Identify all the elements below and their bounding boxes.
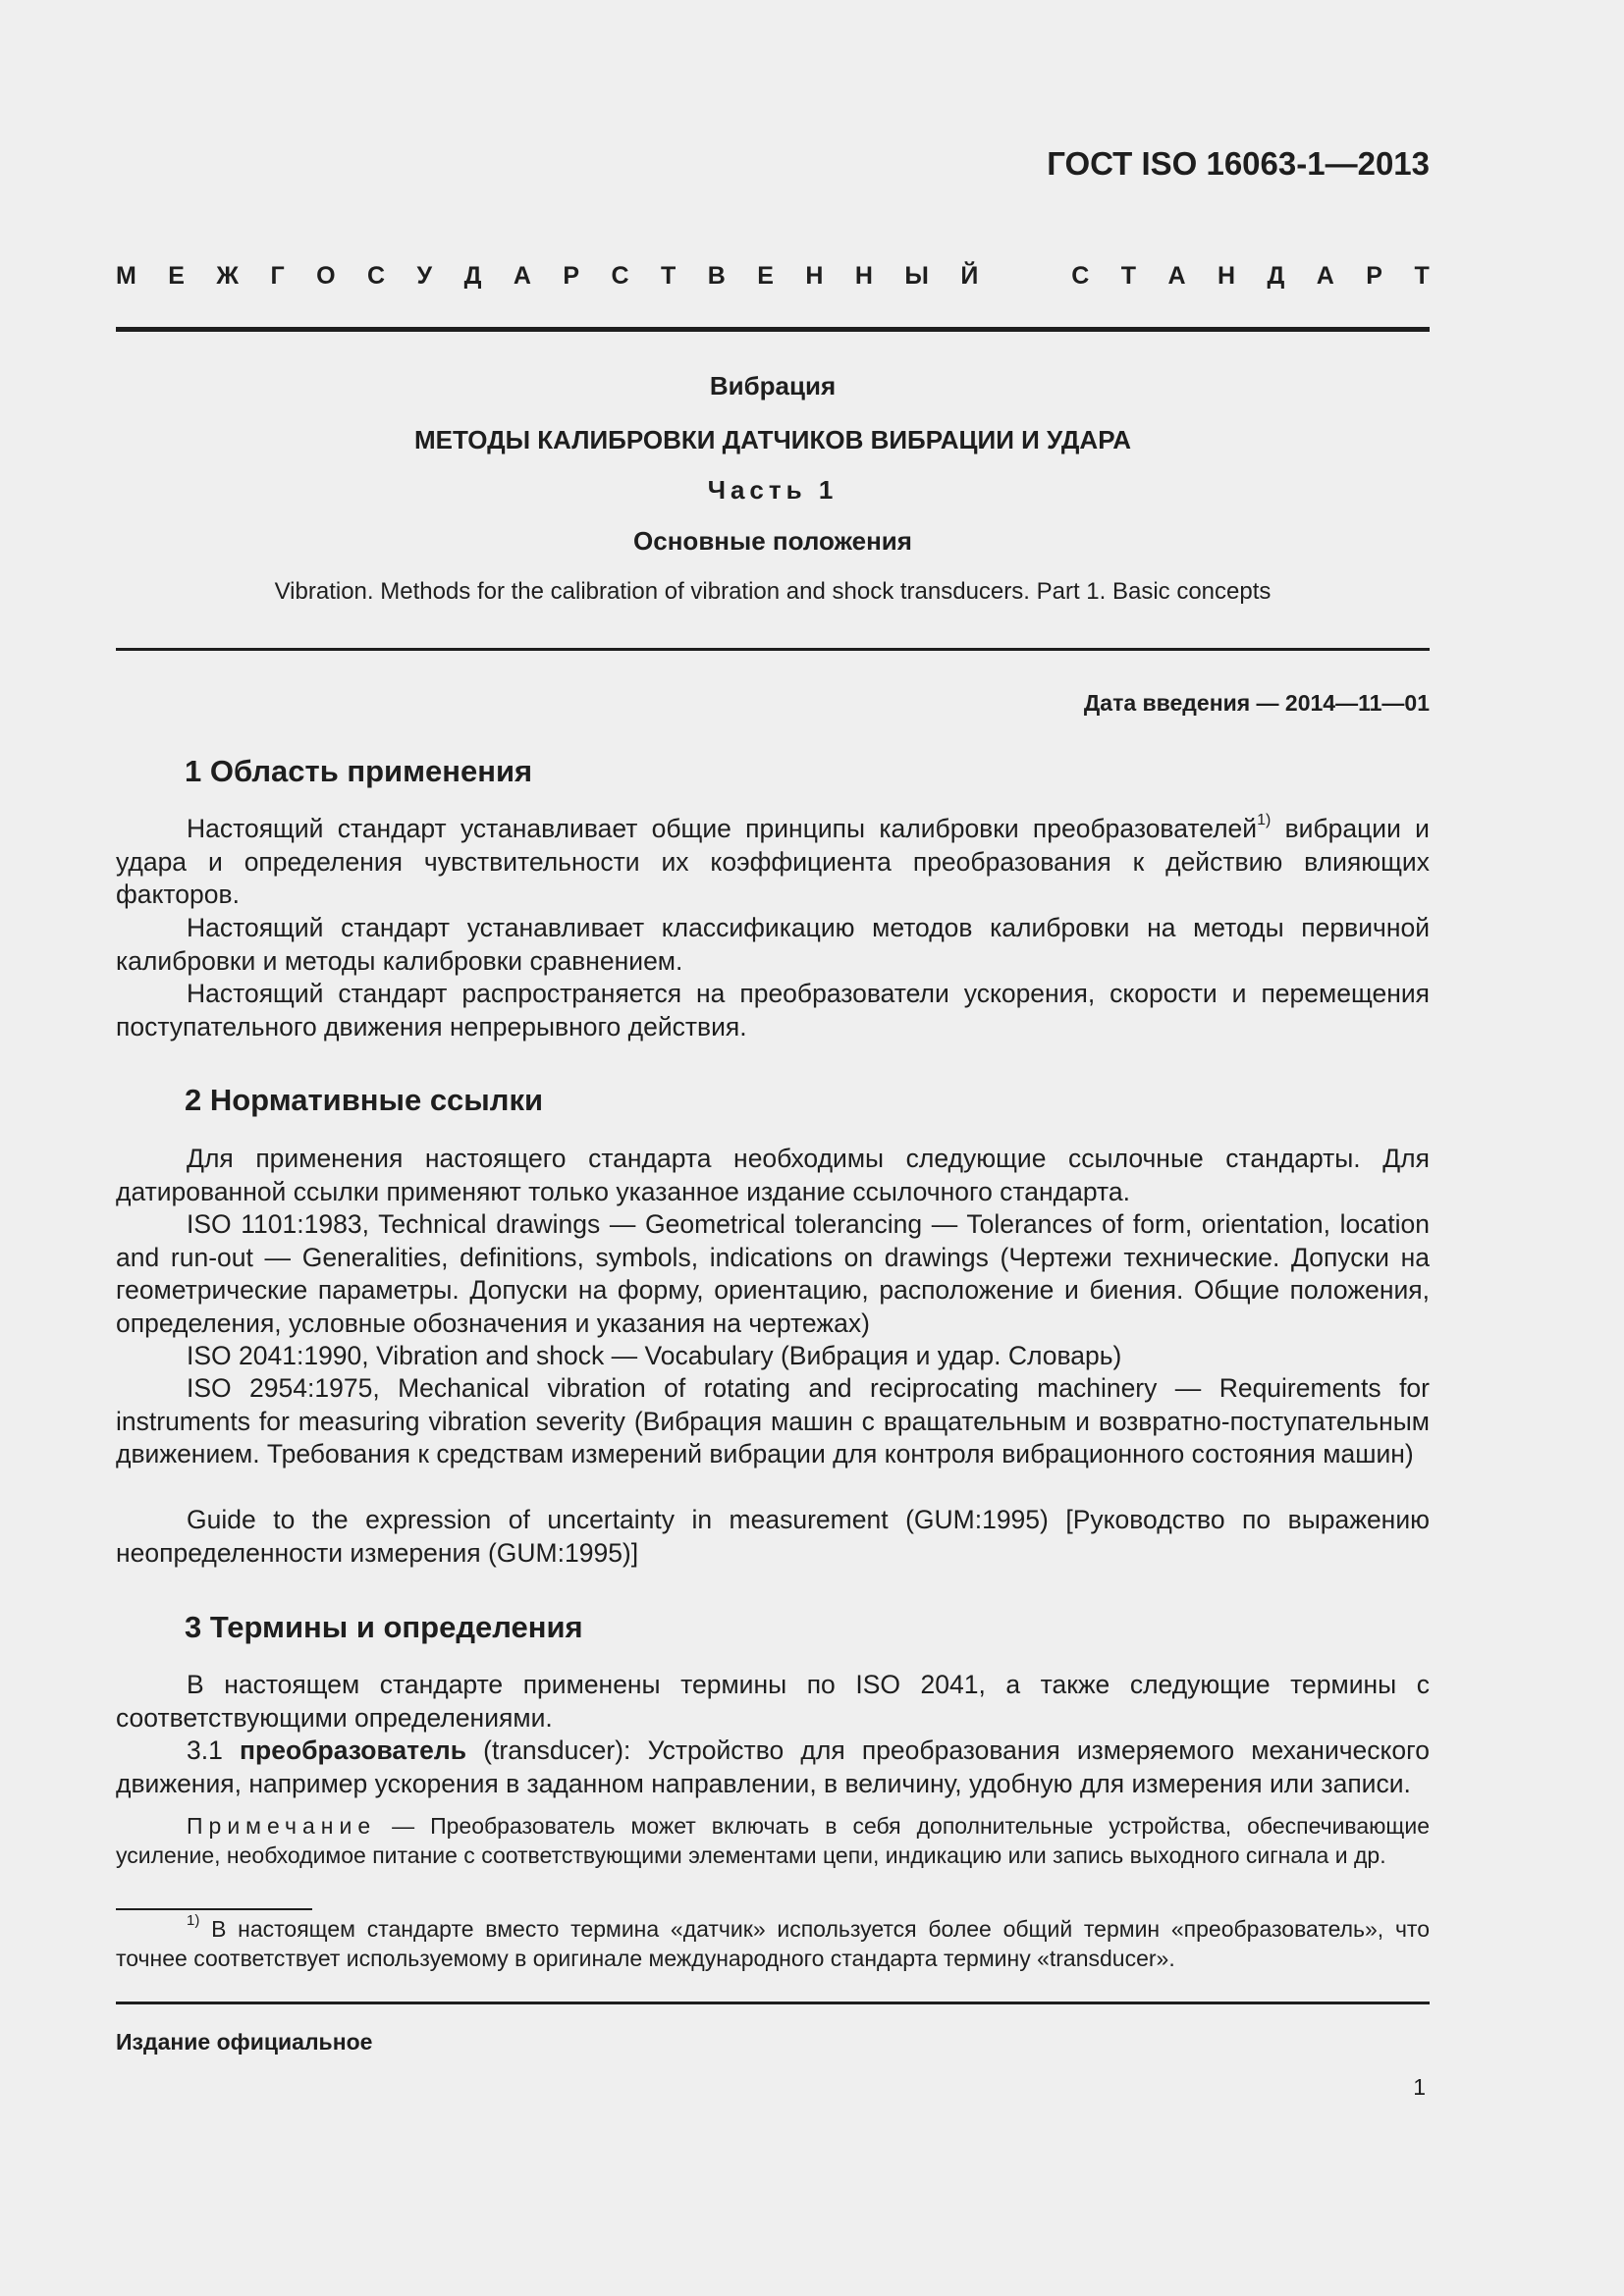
standard-type-label xyxy=(116,262,1430,291)
label-letter: Р xyxy=(1366,262,1382,290)
label-letter: Е xyxy=(168,262,185,290)
label-letter: Т xyxy=(1414,262,1430,290)
section-3-title: 3 Термины и определения xyxy=(185,1610,583,1644)
label-letter: Р xyxy=(563,262,580,290)
section-1-paragraph-2: Настоящий стандарт устанавливает классификацию методов калибровки на методы первичной калибровки и методы калибровки сравнением. xyxy=(116,913,1430,976)
label-letter: М xyxy=(116,262,136,290)
page-number: 1 xyxy=(1413,2074,1426,2100)
label-letter: Й xyxy=(960,262,979,290)
footer-rule xyxy=(116,2002,1430,2004)
label-letter: А xyxy=(1316,262,1334,290)
header-rule xyxy=(116,327,1430,332)
label-letter: С xyxy=(611,262,629,290)
section-1-paragraph-3: Настоящий стандарт распространяется на преобразователи ускорения, скорости и перемещения поступательного движения непрерывного действия. xyxy=(116,979,1430,1041)
label-letter: Н xyxy=(1218,262,1236,290)
section-2-title: 2 Нормативные ссылки xyxy=(185,1083,544,1117)
title-part: Часть 1 xyxy=(707,475,839,505)
introduction-date: Дата введения — 2014—11—01 xyxy=(1083,690,1430,716)
section-2-paragraph-1: Для применения настоящего стандарта необходимы следующие ссылочные стандарты. Для датированной ссылки применяют только указанное издание ссылочного стандарта. xyxy=(116,1144,1430,1206)
section-2-paragraph-3: ISO 2041:1990, Vibration and shock — Vocabulary (Вибрация и удар. Словарь) xyxy=(187,1341,1122,1370)
footnote-rule xyxy=(116,1908,312,1910)
label-letter: Г xyxy=(270,262,285,290)
label-letter: С xyxy=(367,262,386,290)
title-main: МЕТОДЫ КАЛИБРОВКИ ДАТЧИКОВ ВИБРАЦИИ И УДАРА xyxy=(413,425,1132,454)
section-3-definition: 3.1 преобразователь (transducer): Устройство для преобразования измеряемого механического движения, например ускорения в заданном направлении, в величину, удобную для измерения или записи. xyxy=(116,1735,1430,1798)
label-letter: Д xyxy=(463,262,482,290)
label-letter: Т xyxy=(661,262,677,290)
label-letter: С xyxy=(1071,262,1090,290)
label-letter: В xyxy=(707,262,726,290)
footnote: $^{1)}$ В настоящем стандарте вместо термина «датчик» используется более общий термин «преобразователь», что точнее соответствует используемому в оригинале международного стандарта термину «transducer». xyxy=(116,1912,1430,1971)
label-word-gap xyxy=(1010,262,1040,291)
document-code: ГОСТ ISO 16063-1—2013 xyxy=(1047,145,1430,182)
label-letter: Н xyxy=(854,262,873,290)
footnote-mark: 1) xyxy=(187,1912,200,1930)
label-letter: О xyxy=(316,262,336,290)
title-rule xyxy=(116,648,1430,651)
note-label: Примечание xyxy=(187,1813,377,1839)
defined-term: преобразователь xyxy=(240,1735,466,1765)
section-2-paragraph-4: ISO 2954:1975, Mechanical vibration of rotating and reciprocating machinery — Requirements for instruments for measuring vibration severity (Вибрация машин с вращательным и возвратно-поступательным движением. Требования к средствам измерений вибрации для контроля вибрационного состояния машин) xyxy=(116,1373,1430,1468)
label-letter: Ж xyxy=(216,262,240,290)
footnote-reference: 1) xyxy=(1257,812,1272,829)
label-letter: А xyxy=(1167,262,1186,290)
official-edition-label: Издание официальное xyxy=(116,2029,373,2055)
label-letter: Ы xyxy=(904,262,929,290)
section-3-note: Примечание — Преобразователь может включать в себя дополнительные устройства, обеспечивающие усиление, необходимое питание с соответствующими элементами цепи, индикацию или запись выходного сигнала и др. xyxy=(116,1813,1430,1868)
label-letter: А xyxy=(513,262,531,290)
section-1-title: 1 Область применения xyxy=(185,754,533,788)
label-letter: Д xyxy=(1267,262,1285,290)
section-2-paragraph-5: Guide to the expression of uncertainty in measurement (GUM:1995) [Руководство по выражению неопределенности измерения (GUM:1995)] xyxy=(116,1505,1430,1568)
title-subtitle: Основные положения xyxy=(633,526,912,556)
label-letter: У xyxy=(416,262,433,290)
section-1-paragraph-1: Настоящий стандарт устанавливает общие принципы калибровки преобразователей$^{1)}$ вибрации и удара и определения чувствительности их коэффициента преобразования к действию влияющих факторов. xyxy=(116,812,1430,909)
section-2-paragraph-2: ISO 1101:1983, Technical drawings — Geometrical tolerancing — Tolerances of form, orientation, location and run-out — Generalities, definitions, symbols, indications on drawings (Чертежи технические. Допуски на геометрические параметры. Допуски на форму, ориентацию, расположение и биения. Общие положения, определения, условные обозначения и указания на чертежах) xyxy=(116,1209,1430,1338)
title-english: Vibration. Methods for the calibration of vibration and shock transducers. Part 1. Basic concepts xyxy=(274,578,1272,605)
label-letter: Е xyxy=(757,262,774,290)
section-3-paragraph-1: В настоящем стандарте применены термины по ISO 2041, а также следующие термины с соответствующими определениями. xyxy=(116,1670,1430,1733)
label-letter: Н xyxy=(805,262,824,290)
title-topic: Вибрация xyxy=(709,371,837,400)
label-letter: Т xyxy=(1120,262,1137,290)
